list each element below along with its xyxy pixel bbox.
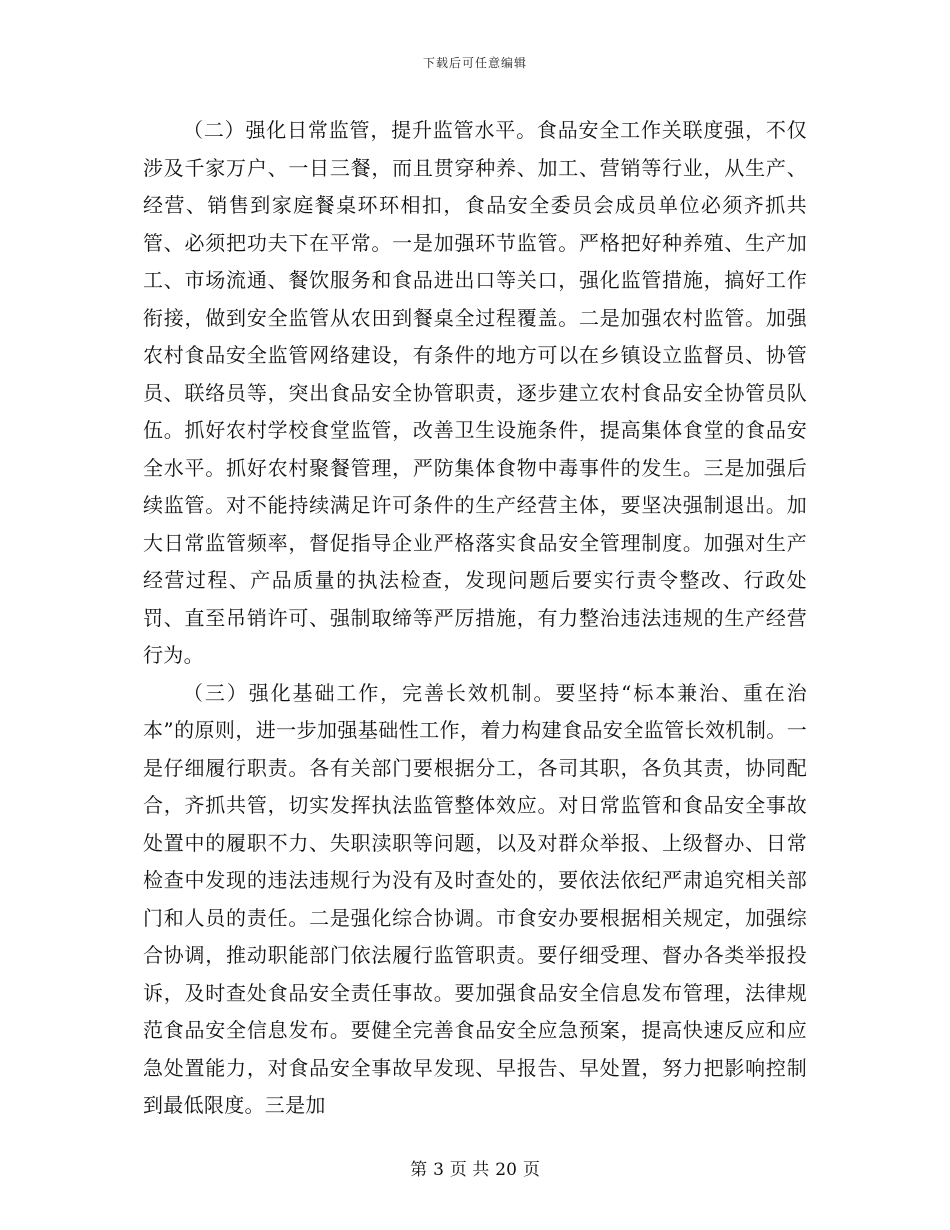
footer-current-page: 3 (433, 1160, 444, 1180)
footer-middle: 页 共 (449, 1160, 490, 1180)
document-body (143, 112, 807, 1125)
footer-total-pages: 20 (495, 1160, 517, 1180)
paragraph-daily-supervision: （二）强化日常监管，提升监管水平。食品安全工作关联度强，不仅涉及千家万户、一日三餐，而且贯穿种养、加工、营销等行业，从生产、经营、销售到家庭餐桌环环相扣，食品安全委员会成员单位必须齐抓共管、必须把功夫下在平常。一是加强环节监管。严格把好种养殖、生产加工、市场流通、餐饮服务和食品进出口等关口，强化监管措施，搞好工作衔接，做到安全监管从农田到餐桌全过程覆盖。二是加强农村监管。加强农村食品安全监管网络建设，有条件的地方可以在乡镇设立监督员、协管员、联络员等，突出食品安全协管职责，逐步建立农村食品安全协管员队伍。抓好农村学校食堂监管，改善卫生设施条件，提高集体食堂的食品安全水平。抓好农村聚餐管理，严防集体食物中毒事件的发生。三是加强后续监管。对不能持续满足许可条件的生产经营主体，要坚决强制退出。加大日常监管频率，督促指导企业严格落实食品安全管理制度。加强对生产经营过程、产品质量的执法检查，发现问题后要实行责令整改、行政处罚、直至吊销许可、强制取缔等严厉措施，有力整治违法违规的生产经营行为。 (143, 118, 807, 667)
page-header-note: 下载后可任意编辑 (422, 56, 527, 70)
footer-prefix: 第 (410, 1160, 428, 1180)
footer-suffix: 页 (522, 1160, 540, 1180)
page-number-footer (0, 1155, 950, 1180)
paragraph-basic-work: （三）强化基础工作，完善长效机制。要坚持“标本兼治、重在治本”的原则，进一步加强基础性工作，着力构建食品安全监管长效机制。一是仔细履行职责。各有关部门要根据分工，各司其职，各负其责，协同配合，齐抓共管，切实发挥执法监管整体效应。对日常监管和食品安全事故处置中的履职不力、失职渎职等问题，以及对群众举报、上级督办、日常检查中发现的违法违规行为没有及时查处的，要依法依纪严肃追究相关部门和人员的责任。二是强化综合协调。市食安办要根据相关规定，加强综合协调，推动职能部门依法履行监管职责。要仔细受理、督办各类举报投诉，及时查处食品安全责任事故。要加强食品安全信息发布管理，法律规范食品安全信息发布。要健全完善食品安全应急预案，提高快速反应和应急处置能力，对食品安全事故早发现、早报告、早处置，努力把影响控制到最低限度。三是加 (143, 680, 807, 1117)
